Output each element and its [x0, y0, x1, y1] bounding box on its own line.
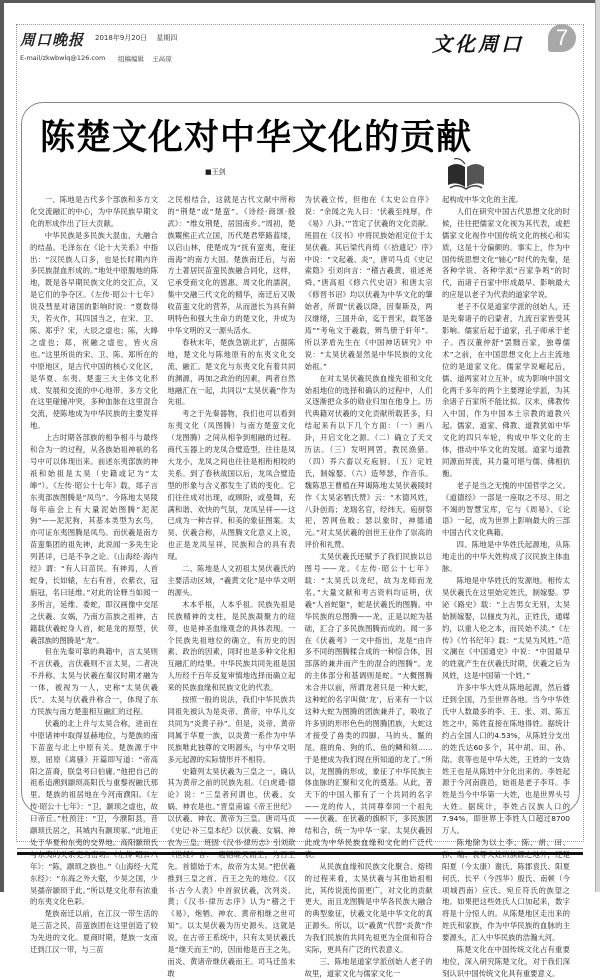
- paragraph: 老子是当之无愧的中国哲学之父。《道德经》一部是一座取之不尽、用之不竭的智慧宝库，它与《周易》、《论语》一起，成为世界上影响最大的三部中国古代文化典籍。: [441, 480, 570, 538]
- editor-credit: [118, 54, 178, 63]
- paragraph: 四、陈地是中华姓氏起源地，从陈地走出的中华大姓构成了汉民族主体血脉。: [441, 540, 570, 574]
- paragraph: 但在先秦可靠的典籍中，言太昊则不言伏羲，言伏羲则不言太昊，二者决不并称。太昊与伏羲在秦汉时期才融为一体，被视为一人，史称“太昊伏羲氏”。太昊与伏羲并称合一，体现了东方民族与南方楚蛮相互融汇的过程。: [30, 647, 158, 716]
- article-byline: ■王剑: [205, 168, 226, 176]
- email-address: E-mail/zkwbwlq@126.com: [20, 54, 106, 62]
- issue-date: [95, 33, 184, 43]
- paragraph: 二、陈地是人文初祖太昊伏羲氏的主要活动区域，“羲黄文化”是中华文明的源头。: [167, 564, 296, 597]
- paragraph: 中华民族是多民族大混血、大融合的结晶。毛泽东在《论十大关系》中指出：“汉民族人口多，也是长时期内许多民族混血形成的。”地处中原腹地的陈地，既是各早期民族文化的交汇点，又是它们的争夺区。《左传·昭公十七年》说及彗星对诸国的影响时说：“夏数得天，若火作，其四国当之，在宋、卫、陈、郑乎？宋，大辰之虚也；陈，大皞之虚也；郑，祝融之虚也，皆火房也。”这里所说的宋、卫、陈、郑所在的中原地区，是古代中国的核心文化区，是华夏、东夷、楚蛮三大主体文化形成、发展和交流的中心地带。多方文化在这里碰撞冲突，多种血脉在这里混合交流，使陈地成为中华民族的主要发祥地。: [30, 230, 158, 431]
- window-left-border: [0, 0, 4, 892]
- column-logo: [440, 155, 590, 193]
- paragraph: 为伏羲立传，但他在《太史公自序》说：“余闻之先人曰：‘伏羲至纯厚，作《易》八卦。’”肯定了伏羲的文化贡献。班固在《汉书》中将民族始祖定位于太昊伏羲。其后梁代肖绮《〈拾遗记〉序》中说：“文起羲、炎”，唐司马贞《史记索隐》引刘向言：“稽古羲黄，祖述尧舜。”唐高祖《修六代史诏》和唐太宗《修晋书诏》均以伏羲为中华文化的肇始者，所谓“伏羲以降，因秦斯及，两汉继绪，三国并命，迄于晋宋，载笔备焉”“考龟文于羲载，辨鸟册于轩年”。所以茅盾先生在《中国神话研究》中说：“太昊伏羲显然是中华民族的文化始祖。”: [304, 195, 433, 371]
- bottom-divider: [17, 852, 583, 855]
- article-body: [30, 194, 570, 978]
- paragraph: 陈地是中华姓氏的发源地。相传太昊伏羲氏在这里始定姓氏，制嫁娶。罗泌《路史》载：“上古男女无别，太昊始制嫁娶，以俪皮为礼，正姓氏，通媒妁，以重人伦之本，而民始不渎。”《左传》《竹书纪年》载：“太昊为风姓。”范文澜在《中国通史》中说：“中国最早的姓就产生在伏羲氏时期，伏羲之后为风姓，这是中国第一个姓。”: [441, 576, 570, 681]
- paragraph: 老子不仅是道家学派的创始人，还是先秦诸子的启蒙者，九流百家皆受其影响。儒家后起于道家，孔子师承于老子。西汉董仲舒“罢黜百家，独尊儒术”之前，在中国思想文化上占主流地位的是道家文化。儒家学说崛起后，儒、道两家对立互补，成为影响中国文化两千多年的两个主要理论学派，为其余诸子百家所不能比拟。汉末，佛教传入中国，作为中国本土宗教的道教兴起。儒家、道家、佛教、道教犹如中华文化的四只车轮，构成中华文化的主体，推动中华文化的发展。道家与道教同源而异流，其力量可堪与儒、佛相抗衡。: [441, 302, 570, 478]
- section-title: 文化周口: [432, 32, 524, 56]
- bottom-divider-thin: [17, 848, 583, 849]
- paragraph: 陈楚文化在中国传统文化占有重要地位，深入研究陈楚文化，对于我们深刻认识中国传统文化具有重要意义。: [441, 945, 570, 978]
- page-number-badge: 7: [548, 24, 576, 52]
- paragraph: 按照一般的说法，我们中华民族共同祖先被认为是炎帝、黄帝，中华儿女共同为“炎黄子孙”。但是，炎帝、黄帝同属于华夏一族，以炎黄一系作为中华民族唯此独尊的文明源头，与中华文明多元起源的实际情形并不相符。: [167, 695, 296, 764]
- paragraph: 三、陈地是道家学派创始人老子的故里，道家文化与儒家文化一: [304, 957, 433, 978]
- editor-label: 组稿编辑: [118, 55, 144, 63]
- paragraph: 之民相结合，这就是古代文献中所称的“荆楚”或“楚蛮”。《诗经·商颂·殷武》：“维女荆楚，居国南乡。”周初，楚族鬻熊正式立国，历代楚君筚路蓝缕，以启山林，使楚成为“抚有蛮夷，奄征南海”的南方大国。楚族南迁后，与南方土著居民苗蛮民族融合同化，这样，它承受商文化的恩惠、周文化的濡润，集中交融三代文化的精华，南迁后又吸收苗蛮文化的营养，从而滋长为具有鲜明特色和强大生命力的楚文化，并成为中华文明的又一源头活水。: [167, 195, 296, 335]
- article-headline: 陈楚文化对中华文化的贡献: [40, 117, 473, 158]
- window-top-border: [0, 0, 600, 3]
- paragraph: 人们在研究中国古代思想文化的时候，往往把儒家文化视为其代表，或把儒家文化视作中国传统文化的核心和实质，这是十分偏颇的。事实上，作为中国传统思想文化“轴心”时代的先秦，是各种学说、各种学派“百家争鸣”的时代，而诸子百家中形成最早、影响最大的应是以老子为代表的道家学说。: [441, 206, 570, 300]
- date-text: 2018年9月20日: [95, 34, 148, 42]
- masthead: [20, 27, 420, 67]
- paragraph: 起构成中华文化的主流。: [441, 195, 523, 204]
- paragraph: 楚族南迁以前，在江汉一带生活的是三苗之民，苗蛮族团在这里创造了较为先进的文化。夏商时期，楚族一支南迁到江汉一带，与三苗: [30, 909, 158, 955]
- editor-name: 王高琼: [152, 55, 172, 63]
- paragraph: 从民族血缘和民族文化聚合、熔铸的过程来看，太昊伏羲与其他始祖相比，其传说流传面更广，对文化的贡献更大，而且龙图腾是中华各民族大融合的典型象征，伏羲文化是中华文化的真正源头。所以，以“羲黄”代替“炎黄”作为我们民族的共同先祖更为全面和符合实际，更具有广泛的代表意义。: [304, 861, 433, 955]
- paragraph: 上古时期各部族的相争相斗与最终和合为一的过程，从各族始祖神祇的名号中可以体现出来。前述东夷部族的神祇和始祖是太昊（史籍或记为“太皞”）。《左传·昭公十七年》载，郯子言东夷部族图腾是“凤鸟”。今陈地太昊陵每年庙会上有大量泥始图腾“泥泥狗”——泥泥狗，其基本类型为玄鸟，亦可证东夷图腾是凤鸟。而伏羲是南方苗蛮集团的祖先神，此说闻一多先生论列甚详，已是不争之论。《山海经·海内经》谓：“有人曰苗民。有神焉，人首蛇身，长如辕，左右有首，衣紫衣，冠旃冠，名曰延维。”对此的诠释当如闻一多所言，延维、委蛇，即汉画像中交尾之伏羲、女娲，乃南方苗族之祖神，古籍载伏羲蛇身人首，蛇是龙的原型，伏羲部族的图腾是“龙”。: [30, 433, 158, 645]
- article-column-4: [441, 194, 570, 978]
- paragraph: 许多中华大姓从陈地起源，然后播迁到全国，乃至世界各地。当今中华姓氏中人数最多的李、王、张、刘、陈五姓之中，陈姓直接在陈地得姓。据统计约占全国人口的4.53%，从陈姓分支出的姓氏达60多个，其中胡、田、孙、陆、袁等也是中华大姓，王姓的一支妫姓王也是从陈姓中分化出来的。李姓起源于今河南鹿邑，始祖是老子李耳。李姓是当今中华第一大姓，也是世界头号大姓。据统计，李姓占汉族人口的7.94%，即世界上李姓人口超过8700万人。: [441, 683, 570, 836]
- article-column-1: [30, 194, 158, 955]
- paragraph: 陈地除为以上李、陈、胡、田、 阳夏（今太康）谢氏、陈郡袁氏、阳夏何氏、长平（今西华）殷氏、南顿（今项城西南）应氏、宛丘符氏的族望之地。如果把这些姓氏人口加起来，数字将是十分惊人的。从陈楚地区走出来的姓氏和家族，作为中华民族的血脉的主要源头，汇入中华民族的浩瀚大河。: [441, 837, 570, 943]
- paragraph: 一、陈地是古代多个部族和多方文化交流融汇的中心，为中华民族早期文化的形成作出了巨大贡献。: [30, 195, 158, 228]
- scrollbar-track[interactable]: [595, 0, 600, 892]
- paragraph: 伏羲的北上并与太昊合称，进而在中原诸神中取得显赫地位，与楚族的南下苗蛮与北上中原有关。楚族源于中原，屈原《离骚》开篇即写道：“帝高阳之苗裔，朕皇考曰伯庸。”他把自己的祖系追溯到颛顼高阳氏与重黎祝融氏那里。楚族的祖居地在今河南濮阳。《左传·昭公十七年》：“卫，颛顼之虚也，故曰帝丘。”杜预注：“卫，今濮阳县，昔颛顼氏居之，其城内有颛顼冢。”此地正处于华夏和东夷的交界地。高阳颛顼氏 年》：“陈，颛顼之族也。”《山海经·大荒东经》：“东海之外大壑，少昊之国，少昊孺帝颛顼于此。”所以楚文化带有浓重的东夷文化色彩。: [30, 718, 158, 907]
- paragraph: 木本乎根，人本乎祖。民族先祖是民族精神的支柱，是民族凝聚力的纽带，也是神圣血缘观念的具体表现。一个民族先祖地位的确立，有历史的因素、政治的因素，同时也是多种文化相互融汇的结果。中华民族共同先祖是国人历经千百年反复审慎地选择而确立起来的民族血缘和民族文化的代表。: [167, 599, 296, 693]
- paragraph: 考之于先秦器物，我们也可以看到东夷文化（凤图腾）与南方楚蛮文化（龙图腾）之间从相争到相融的过程。商代玉器上的龙凤合璧造型，往往是凤大龙小，龙凤之间也往往是相衔相咬的关系。到了春秋战国以后，龙凤合璧造型的形象与含义都发生了质的变化。它们往往成对出现，或顾盼，或曼舞，充满和谐、欢快的气氛，龙凤呈祥——这已成为一种吉祥、和美的象征图案。太昊、伏羲合称，从图腾文化意义上说，也正是龙凤呈祥，民族和合的具有表现。: [167, 409, 296, 562]
- article-column-3: [304, 194, 433, 978]
- paragraph: 太昊伏羲氏还赋予了我们民族以总图号——龙。《左传·昭公十七年》载：“太昊氏以龙纪，故为龙师而龙名。”大量文献和考古资料均证明，伏羲“人首蛇躯”，蛇是伏羲氏的图腾。中华民族的总图腾——龙，正是以蛇为基础，汇合了多民族图腾而成的。闻一多在《伏羲考》一文中指出，龙是“由许多不同的图腾糅合成的一种综合体，因部落的兼并而产生的混合的图腾”。龙的主体部分和基调则是蛇。“大概图腾未合并以前，所谓龙者只是一种大蛇，这种蛇的名字叫做‘龙’，后来有一个以这种大蛇为图腾的团族兼并了，吸收了许多别的形形色色的图腾团族，大蛇这才接受了兽类的四脚、马的头、鬣的尾、鹿的角、狗的爪、鱼的鳞和须……于是便成为我们现在所知道的龙了。”所以，龙图腾的形成，象征了中华民族主体血脉的汇聚和文化的奠基。从此，普天下的中国人都有了一个共同的名字——龙的传人，共同尊奉同一个祖先——伏羲。在伏羲的旗帜下，多民族团结和合，统一为中华一家。太昊伏羲因此成为中华民族血缘和文化的广泛代: [304, 552, 433, 847]
- weekday-text: 星期四: [156, 34, 178, 42]
- paragraph: 春秋末年，楚族急剧北扩，占据陈地，楚文化与陈地原有的东夷文化交流、融汇。楚文化与东夷文化有着共同的渊源，再加之政治的因素，两者自然地融汇在一起，共同以“太昊伏羲”作为先祖。: [167, 337, 296, 407]
- paragraph: 史籍列太昊伏羲为三皇之一，确认其为黄帝之前的民族先祖。《白虎通·德论》说：“三皇者何谓也，伏羲、女娲、神农是也。”晋皇甫谧《帝王世纪》以伏羲、神农、黄帝为三皇。唐司马贞《史记·补三皇本纪》以伏羲、女娲、神农为三皇。班固《汉书·律历志》引刘歆 先。首德始于木，故帝为太昊。”把伏羲推到三皇之首、百王之先的地位。《汉书·古今人表》中首叙伏羲，次列炎、黄；《汉书·律历志序》认为“稽之于《易》，炮牺、神农、黄帝相继之世可知”。以太昊伏羲为历史源头。这就是说，在古帝王系统中，只有太昊伏羲氏是“继天而王”的，因而他是百王之先，而炎、黄诸帝继伏羲而王。司马迁虽未敢: [167, 766, 296, 978]
- article-column-2: [167, 194, 296, 978]
- open-book-icon: [446, 155, 486, 191]
- newspaper-logo: 周口晚报: [20, 31, 85, 49]
- paragraph: 在对太昊伏羲民族血缘先祖和文化始祖地位的选择和确认的过程中，人们又逐渐把众多的勋业归加在他身上。历代典籍对伏羲的文化贡献所载甚多，归结起来有以下几个方面：（一）画八卦，开启文化之源。（二）确立了天文历法。（三）发明网罟，教民渔猎。（四）养六畜以充庖厨。（五）定姓氏，制嫁娶。（六）造琴瑟，作音乐。魏陈思王曹植在拜谒陈地太昊伏羲陵时作《太昊宓牺氏赞》云：“木德风姓，八卦创焉；龙瑞名官，经纬天。庖厨祭祀，罟网鱼畋；瑟以象时，神德通元。”对太昊伏羲的创世王业作了崇高的评价和礼赞。: [304, 373, 433, 550]
